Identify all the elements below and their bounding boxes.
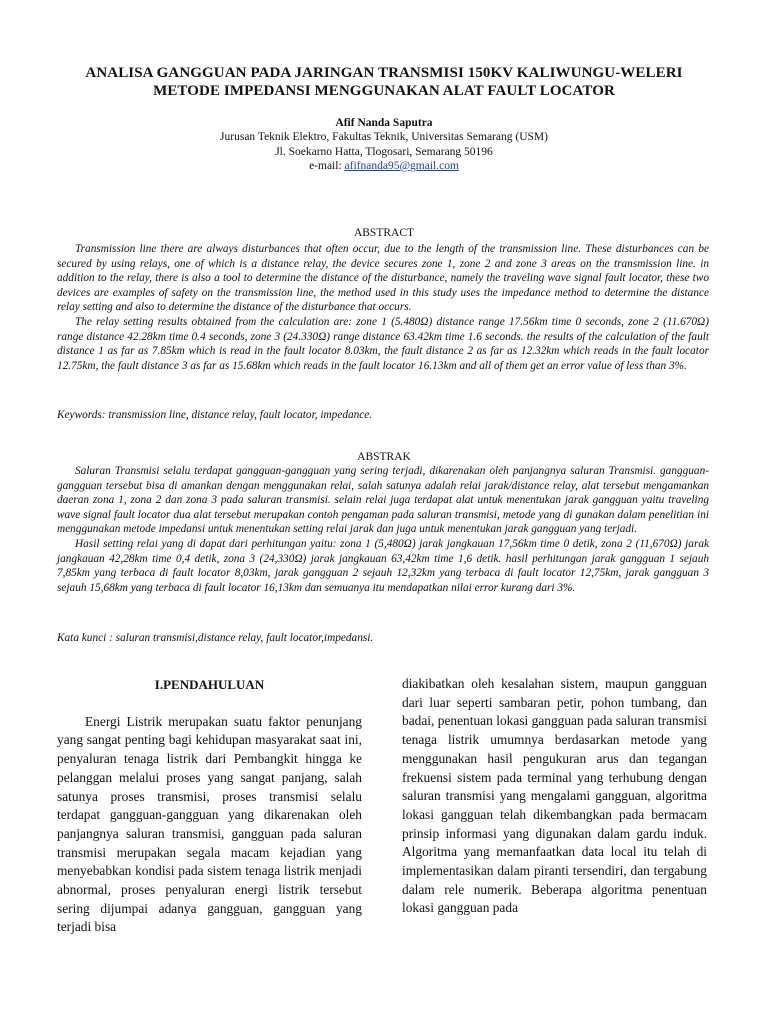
author-affiliation [40, 130, 728, 174]
intro-heading: I.PENDAHULUAN [154, 677, 265, 692]
abstract-paragraph-1: Transmission line there are always disturbances that often occur, due to the length of the transmission line. These disturbances can be secured by using relays, one of which is a distance relay, the device secures zone 1, zone 2 and zone 3 areas on the transmission line. in addition to the relay, there is also a tool to determine the distance of the disturbance, namely the traveling wave signal fault locator, these two devices are examples of safety on the transmission line, the method used in this study uses the impedance method to determine the distance relay setting and also to determine the distance of the disturbance that occurs. [57, 243, 709, 314]
abstract-body [57, 242, 709, 373]
email-label: e-mail: [309, 160, 345, 172]
author-email-line [40, 159, 728, 174]
paper-title [40, 64, 728, 100]
abstrak-body [57, 464, 709, 595]
title-line-2: METODE IMPEDANSI MENGGUNAKAN ALAT FAULT LOCATOR [153, 83, 615, 99]
author-address: Jl. Soekarno Hatta, Tlogosari, Semarang 50196 [275, 145, 493, 158]
abstract-heading: ABSTRACT [353, 227, 415, 239]
abstrak-paragraph-2: Hasil setting relai yang di dapat dari perhitungan yaitu: zona 1 (5,480Ω) jarak jangkauan 17,56km time 0 detik, zona 2 (11,670Ω) jarak jangkauan 42,28km time 0,4 detik, zona 3 (24,330Ω) jarak jangkauan 63,42km time 1,6 detik. hasil perhitungan jarak gangguan 1 sejauh 7,85km yang terbaca di fault locator 8,03km, jarak gangguan 2 sejauh 12,32km yang terbaca di fault locator 12,75km, jarak gangguan 3 sejauh 15,68km yang terbaca di fault locator 16,13km dan semuanya itu mendapatkan nilai error kurang dari 3%. [57, 537, 709, 594]
intro-right-text: diakibatkan oleh kesalahan sistem, maupun gangguan dari luar seperti sambaran petir, pohon tumbang, dan badai, penentuan lokasi gangguan pada saluran transmisi tenaga listrik umumnya berdasarkan metode yang menggunakan hasil pengukuran arus dan tegangan frekuensi sistem pada terminal yang terhubung dengan saluran transmisi yang mengalami gangguan, algoritma lokasi gangguan telah dikembangkan pada bermacam prinsip informasi yang digunakan dalam gardu induk. Algoritma yang memanfaatkan data local itu telah di implementasikan dalam piranti tersendiri, dan tergabung dalam rele numerik. Beberapa algoritma penentuan lokasi gangguan pada [402, 676, 707, 916]
abstrak-heading: ABSTRAK [357, 451, 411, 463]
intro-left-column [57, 676, 362, 937]
intro-left-text: Energi Listrik merupakan suatu faktor penunjang yang sangat penting bagi kehidupan masyarakat saat ini, penyaluran tenaga listrik dari Pembangkit hingga ke pelanggan melalui proses yang sangat panjang, salah satunya proses transmisi, proses transmisi selalu terdapat gangguan-gangguan yang dikarenakan oleh panjangnya saluran transmisi, gangguan pada saluran transmisi merupakan segala macam kejadian yang menyebabkan kondisi pada sistem tenaga listrik menjadi abnormal, proses penyaluran energi listrik tersebut sering dijumpai adanya gangguan, gangguan yang terjadi bisa [57, 713, 362, 935]
author-name: Afif Nanda Saputra [335, 117, 433, 129]
author-department: Jurusan Teknik Elektro, Fakultas Teknik, Universitas Semarang (USM) [220, 131, 548, 143]
abstract-keywords: Keywords: transmission line, distance relay, fault locator, impedance. [57, 409, 373, 421]
abstrak-paragraph-1: Saluran Transmisi selalu terdapat gangguan-gangguan yang sering terjadi, dikarenakan oleh panjangnya saluran Transmisi. gangguan-gangguan tersebut bisa di amankan dengan menggunakan relai, salah satunya adalah relai jarak/distance relay, alat tersebut mengamankan daeran zona 1, zona 2 dan zona 3 pada saluran transmisi. selain relai juga terdapat alat untuk menentukan jarak gangguan yaitu traveling wave signal fault locator dua alat tersebut merupakan contoh pengaman pada saluran transmisi, metode yang di gunakan dalam penelitian ini menggunakan metode impedansi untuk menentukan setting relai jarak dan juga untuk menentukan jarak gangguan yang terjadi. [57, 465, 709, 536]
abstract-paragraph-2: The relay setting results obtained from the calculation are: zone 1 (5.480Ω) distance range 17.56km time 0 seconds, zone 2 (11.670Ω) range distance 42.28km time 0.4 seconds, zone 3 (24.330Ω) range distance 63.42km time 1.6 seconds. the results of the calculation of the fault distance 1 as far as 7.85km which is read in the fault locator 8.03km, the fault distance 2 as far as 12.32km which reads in the fault locator 12.75km, the fault distance 3 as far as 15.68km which reads in the fault locator 16.13km and all of them get an error value of less than 3%. [57, 315, 709, 372]
abstrak-keywords: Kata kunci : saluran transmisi,distance relay, fault locator,impedansi. [57, 632, 374, 644]
title-line-1: ANALISA GANGGUAN PADA JARINGAN TRANSMISI 150KV KALIWUNGU-WELERI [85, 65, 683, 81]
intro-right-column [402, 675, 707, 918]
email-link[interactable]: afifnanda95@gmail.com [344, 160, 459, 172]
